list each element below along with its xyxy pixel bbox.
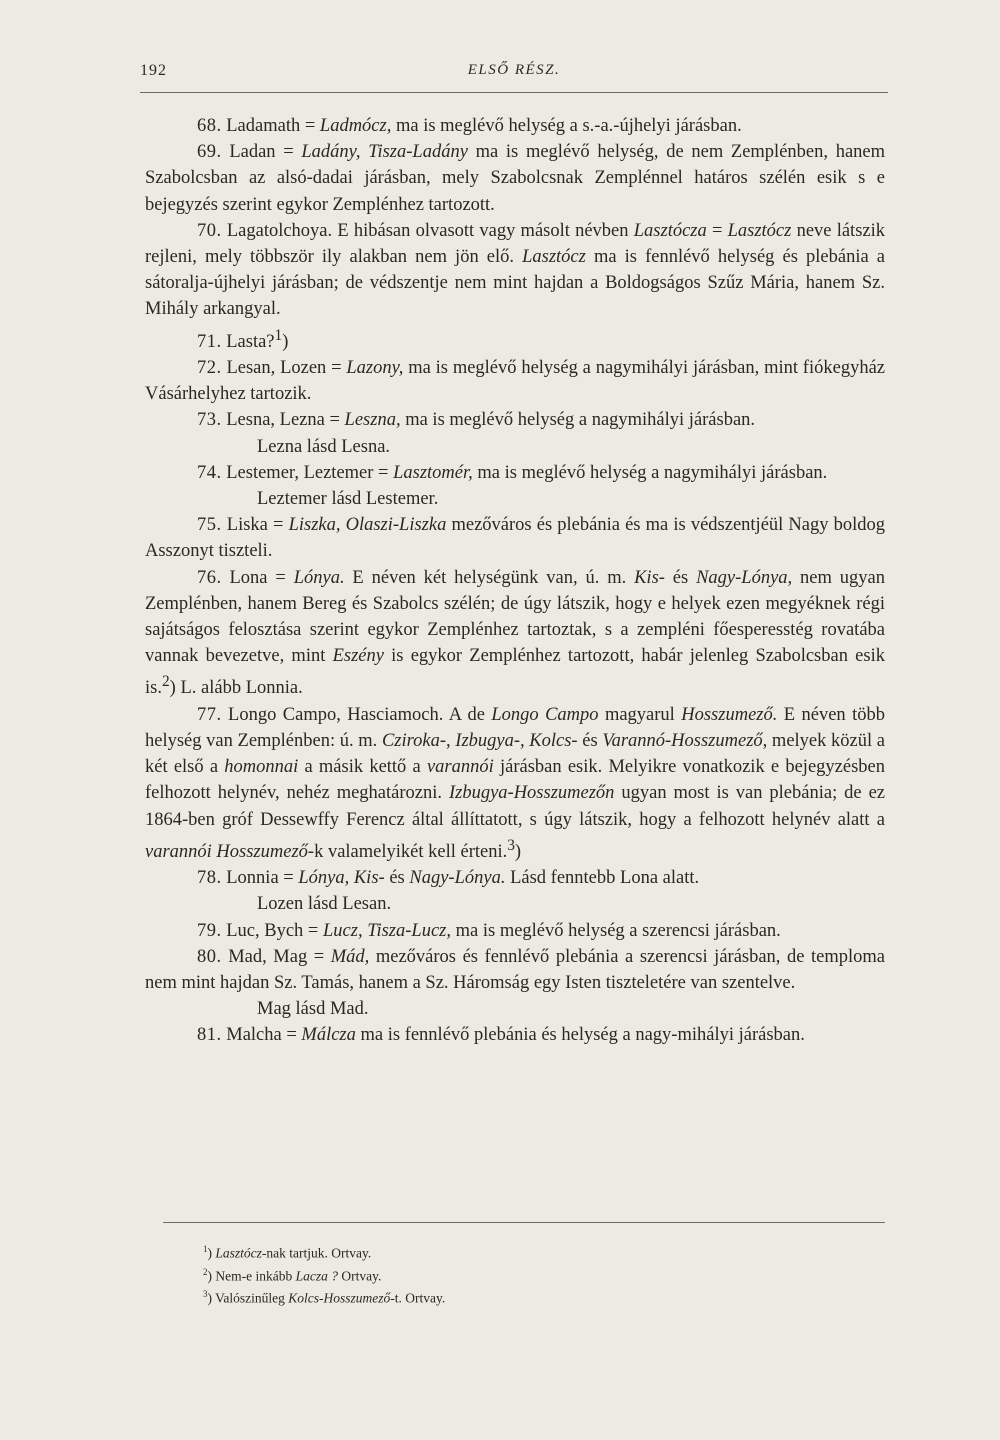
italic-text: Mád, bbox=[330, 946, 370, 967]
text-run: Lona = bbox=[229, 567, 294, 588]
text-run: Lasta? bbox=[226, 331, 275, 352]
entry-number: 78. bbox=[197, 868, 222, 889]
footnote-ref: 1 bbox=[274, 326, 283, 344]
italic-text: Nagy-Lónya. bbox=[409, 868, 506, 889]
text-run: Malcha = bbox=[226, 1025, 302, 1046]
text-run: neve látszik rejleni, mely többször ily alakban nem jön elő. bbox=[145, 220, 885, 268]
entry-number: 80. bbox=[197, 946, 222, 967]
text-run: Valószinűleg bbox=[215, 1290, 289, 1306]
italic-text: Cziroka-, Izbugya-, Kolcs- bbox=[381, 730, 578, 751]
text-run: Lozen lásd Lesan. bbox=[257, 894, 392, 915]
italic-text: Nagy-Lónya, bbox=[696, 567, 793, 588]
entry bbox=[145, 944, 885, 996]
text-run: -t. Ortvay. bbox=[390, 1290, 446, 1306]
text-run: Lezna lásd Lesna. bbox=[257, 436, 391, 457]
text-run: mezőváros és fennlévő plebánia a szerencsi járásban, de temploma nem mint hajdan Sz. Tamás, hanem a Sz. Háromság egy Isten tiszteletére van szentelve. bbox=[145, 946, 886, 993]
italic-text: Liszka, Olaszi-Liszka bbox=[288, 515, 447, 536]
entry bbox=[145, 1022, 885, 1048]
entry-number: 69. bbox=[197, 142, 222, 163]
italic-text: Lasztócza bbox=[633, 220, 707, 241]
entry bbox=[145, 355, 885, 407]
italic-text: Eszény bbox=[332, 646, 384, 667]
italic-text: varannói bbox=[426, 757, 494, 778]
text-run: Lesan, Lozen = bbox=[226, 357, 347, 378]
entry-number: 75. bbox=[197, 515, 222, 536]
text-run: Ladan = bbox=[229, 142, 302, 163]
text-run: nem ugyan Zemplénben, hanem Bereg és Szabolcs szélén; de úgy látszik, hogy e helyek ezen megyéknek régi sajátságos felosztása szerint egykor Zemplénhez tartoztak, s a zempléni főesperesstég rovatába vannak bevezetve, mint bbox=[145, 567, 885, 667]
text-run: ma is fennlévő plebánia és helység a nagy-mihályi járásban. bbox=[355, 1025, 805, 1046]
italic-text: varannói Hosszumező bbox=[145, 841, 308, 862]
entry bbox=[145, 702, 885, 865]
footnote-list bbox=[203, 1240, 843, 1308]
entry-number: 74. bbox=[197, 462, 222, 483]
footnote-mark: 1 bbox=[203, 1244, 208, 1254]
entry bbox=[145, 139, 885, 218]
text-run: melyek közül a két első a bbox=[145, 730, 885, 778]
footnote-ref: 3 bbox=[507, 836, 515, 854]
entry-number: 76. bbox=[197, 567, 222, 588]
entry-number: 72. bbox=[197, 357, 222, 378]
text-run: Ladamath = bbox=[226, 116, 320, 136]
italic-text: Málcza bbox=[301, 1025, 356, 1046]
italic-text: Varannó-Hosszumező, bbox=[602, 730, 768, 751]
entry bbox=[145, 918, 885, 944]
italic-text: Lónya. bbox=[293, 567, 345, 588]
entry bbox=[145, 865, 885, 891]
text-run: E néven több helység van Zemplénben: ú. m. bbox=[145, 704, 885, 751]
entry bbox=[145, 460, 885, 486]
footnote-mark: 2 bbox=[203, 1266, 208, 1277]
italic-text: Kis- bbox=[634, 567, 665, 588]
text-run: Mag lásd Mad. bbox=[257, 999, 369, 1020]
text-run: a másik kettő a bbox=[298, 757, 427, 778]
italic-text: Lónya, Kis- bbox=[298, 868, 385, 889]
text-run: Lesna, Lezna = bbox=[226, 410, 345, 431]
footnote-rule bbox=[163, 1222, 885, 1223]
text-run: ma is fennlévő helység és plebánia a sátoralja-újhelyi járásban; de védszentje nem mint hajdan a Boldogságos Szűz Mária, hanem Sz. Mihály arkangyal. bbox=[145, 247, 885, 320]
italic-text: Lasztócz bbox=[522, 247, 586, 268]
italic-text: Ladány, Tisza-Ladány bbox=[301, 142, 468, 163]
entry bbox=[145, 218, 885, 323]
text-run: ) L. alább Lonnia. bbox=[169, 678, 303, 699]
page-header bbox=[140, 62, 888, 92]
text-run: -nak tartjuk. Ortvay. bbox=[261, 1245, 372, 1261]
text-run: Leztemer lásd Lestemer. bbox=[257, 489, 439, 509]
footnote: $^2$) Nem-e inkább Lacza ? Ortvay. bbox=[203, 1266, 382, 1283]
text-run: E néven két helységünk van, ú. m. bbox=[344, 567, 635, 588]
italic-text: Longo Campo bbox=[491, 704, 599, 725]
text-run: ma is meglévő helység a nagymihályi járásban. bbox=[400, 410, 756, 431]
cross-reference bbox=[145, 891, 885, 917]
entry-number: 68. bbox=[197, 116, 222, 136]
text-run: és bbox=[664, 567, 697, 588]
text-run: ) bbox=[514, 841, 522, 862]
italic-text: Lacza ? bbox=[295, 1268, 338, 1283]
entry bbox=[145, 323, 885, 355]
italic-text: Lasztomér, bbox=[393, 462, 473, 483]
text-run: ugyan most is van plebánia; de ez 1864-ben gróf Dessewffy Ferencz által állíttatott, s úgy látszik, hogy a felhozott helynév alatt a bbox=[145, 783, 885, 830]
text-run: ma is meglévő helység, de nem Zemplénben, hanem Szabolcsban az alsó-dadai járásban, mely Szabolcsnak Zemplénnel határos szélén esik s e bejegyzés szerint egykor Zemplénhez tartozott. bbox=[145, 142, 886, 215]
text-run: Lestemer, Leztemer = bbox=[226, 462, 394, 483]
text-run: ma is meglévő helység a nagymihályi járásban, mint fiókegyház Vásárhelyhez tartozik. bbox=[145, 357, 885, 405]
entry-number: 79. bbox=[197, 920, 222, 941]
cross-reference bbox=[145, 996, 885, 1022]
running-title: ELSŐ RÉSZ. bbox=[467, 62, 561, 78]
text-run: járásban esik. Melyikre vonatkozik e bejegyzésben felhozott helynév, nehéz meghatározni. bbox=[145, 757, 885, 804]
text-run: és bbox=[384, 868, 410, 889]
text-run: és bbox=[577, 730, 603, 751]
text-run: magyarul bbox=[598, 704, 682, 725]
italic-text: Lasztócz bbox=[727, 220, 792, 241]
entry bbox=[145, 407, 885, 433]
text-run: Luc, Bych = bbox=[226, 920, 323, 941]
footnote: $^3$) Valószinűleg Kolcs-Hosszumező-t. Ortvay. bbox=[203, 1289, 446, 1306]
text-run: Lásd fenntebb Lona alatt. bbox=[505, 868, 700, 889]
footnote: $^1$) Lasztócz-nak tartjuk. Ortvay. bbox=[203, 1244, 372, 1261]
text-run: Longo Campo, Hasciamoch. A de bbox=[228, 704, 492, 725]
text-run: = bbox=[706, 220, 728, 241]
text-run: Mad, Mag = bbox=[228, 946, 331, 967]
entry-number: 70. bbox=[197, 220, 222, 241]
text-run: Ortvay. bbox=[338, 1268, 382, 1283]
header-rule bbox=[140, 92, 888, 93]
cross-reference bbox=[145, 486, 885, 512]
text-run: mezőváros és plebánia és ma is védszentjéül Nagy boldog Asszonyt tiszteli. bbox=[145, 515, 886, 562]
italic-text: homonnai bbox=[224, 757, 299, 778]
italic-text: Lasztócz bbox=[215, 1245, 262, 1261]
text-run: Lonnia = bbox=[226, 868, 299, 889]
entry-number: 71. bbox=[197, 331, 222, 352]
italic-text: Leszna, bbox=[344, 410, 401, 431]
footnote-mark: 3 bbox=[203, 1289, 208, 1299]
text-run: ) bbox=[282, 331, 289, 352]
entry-number: 73. bbox=[197, 410, 222, 431]
text-run: Lagatolchoya. E hibásan olvasott vagy másolt névben bbox=[226, 220, 634, 241]
text-run: ma is meglévő helység a nagymihályi járásban. bbox=[472, 462, 828, 483]
text-run: ma is meglévő helység a szerencsi járásban. bbox=[451, 920, 781, 941]
italic-text: Izbugya-Hosszumezőn bbox=[448, 783, 615, 804]
italic-text: Kolcs-Hosszumező bbox=[288, 1290, 391, 1306]
italic-text: Lucz, Tisza-Lucz, bbox=[323, 920, 451, 941]
text-run: ma is meglévő helység a s.-a.-újhelyi járásban. bbox=[391, 116, 742, 136]
italic-text: Hosszumező. bbox=[681, 704, 778, 725]
text-run: -k valamelyikét kell érteni. bbox=[307, 841, 508, 862]
text-run: Nem-e inkább bbox=[215, 1268, 296, 1283]
entry bbox=[145, 512, 885, 564]
entry-number: 81. bbox=[197, 1025, 222, 1046]
cross-reference bbox=[145, 434, 885, 460]
entry bbox=[145, 565, 885, 702]
entry bbox=[145, 113, 885, 139]
text-run: is egykor Zemplénhez tartozott, habár jelenleg Szabolcsban esik is. bbox=[145, 646, 885, 699]
entry-number: 77. bbox=[197, 704, 222, 725]
text-run: Liska = bbox=[226, 515, 289, 536]
page-number: 192 bbox=[140, 62, 167, 79]
italic-text: Lazony, bbox=[346, 357, 404, 378]
italic-text: Ladmócz, bbox=[319, 116, 392, 136]
footnote-ref: 2 bbox=[161, 673, 170, 691]
entry-list bbox=[145, 113, 885, 1049]
